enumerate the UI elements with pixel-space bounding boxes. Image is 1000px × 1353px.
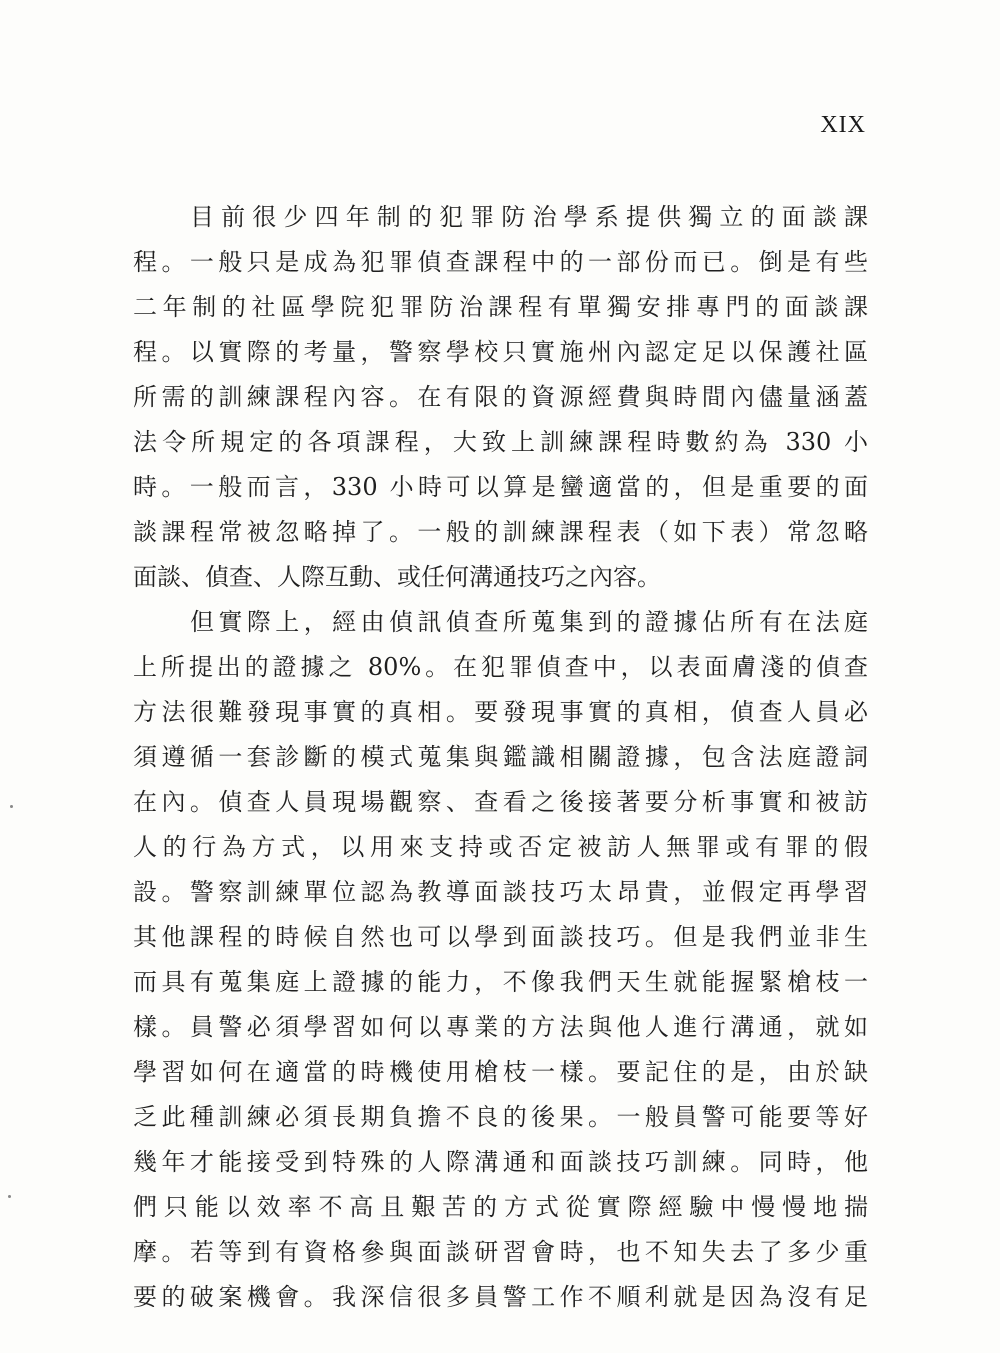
page-number: XIX bbox=[820, 112, 866, 138]
text-line: 方法很難發現事實的真相。要發現事實的真相，偵查人員必 bbox=[133, 698, 868, 726]
text-line: 法令所規定的各項課程，大致上訓練課程時數約為 330 小 bbox=[133, 428, 868, 456]
body-text bbox=[133, 195, 868, 1320]
text-line: 談課程常被忽略掉了。一般的訓練課程表（如下表）常忽略 bbox=[133, 518, 868, 546]
text-line: 乏此種訓練必須長期負擔不良的後果。一般員警可能要等好 bbox=[133, 1103, 868, 1131]
text-line: 所需的訓練課程內容。在有限的資源經費與時間內儘量涵蓋 bbox=[133, 383, 868, 411]
text-line: 程。以實際的考量，警察學校只實施州內認定足以保護社區 bbox=[133, 338, 868, 366]
text-line: 上所提出的證據之 80%。在犯罪偵查中，以表面膚淺的偵查 bbox=[133, 653, 868, 681]
text-line: 須遵循一套診斷的模式蒐集與鑑識相關證據，包含法庭證詞 bbox=[133, 743, 868, 771]
text-line: 目前很少四年制的犯罪防治學系提供獨立的面談課 bbox=[190, 203, 868, 231]
paragraph-1 bbox=[133, 195, 868, 600]
text-line: 摩。若等到有資格參與面談研習會時，也不知失去了多少重 bbox=[133, 1238, 868, 1266]
scan-speck bbox=[10, 805, 13, 808]
text-line: 程。一般只是成為犯罪偵查課程中的一部份而已。倒是有些 bbox=[133, 248, 868, 276]
text-line: 二年制的社區學院犯罪防治課程有單獨安排專門的面談課 bbox=[133, 293, 868, 321]
text-line: 要的破案機會。我深信很多員警工作不順利就是因為沒有足 bbox=[133, 1283, 868, 1311]
text-line: 設。警察訓練單位認為教導面談技巧太昂貴，並假定再學習 bbox=[133, 878, 868, 906]
text-line: 們只能以效率不高且艱苦的方式從實際經驗中慢慢地揣 bbox=[133, 1193, 868, 1221]
text-line: 樣。員警必須學習如何以專業的方法與他人進行溝通，就如 bbox=[133, 1013, 868, 1041]
text-line: 學習如何在適當的時機使用槍枝一樣。要記住的是，由於缺 bbox=[133, 1058, 868, 1086]
text-line: 而具有蒐集庭上證據的能力，不像我們天生就能握緊槍枝一 bbox=[133, 968, 868, 996]
text-line: 其他課程的時候自然也可以學到面談技巧。但是我們並非生 bbox=[133, 923, 868, 951]
scan-speck bbox=[8, 1195, 11, 1198]
text-line: 幾年才能接受到特殊的人際溝通和面談技巧訓練。同時，他 bbox=[133, 1148, 868, 1176]
text-line: 人的行為方式，以用來支持或否定被訪人無罪或有罪的假 bbox=[133, 833, 868, 861]
text-line: 面談、偵查、人際互動、或任何溝通技巧之內容。 bbox=[133, 563, 661, 591]
text-line: 在內。偵查人員現場觀察、查看之後接著要分析事實和被訪 bbox=[133, 788, 868, 816]
text-line: 但實際上，經由偵訊偵查所蒐集到的證據佔所有在法庭 bbox=[190, 608, 868, 636]
paragraph-2 bbox=[133, 600, 868, 1320]
text-line: 時。一般而言，330 小時可以算是蠻適當的，但是重要的面 bbox=[133, 473, 868, 501]
